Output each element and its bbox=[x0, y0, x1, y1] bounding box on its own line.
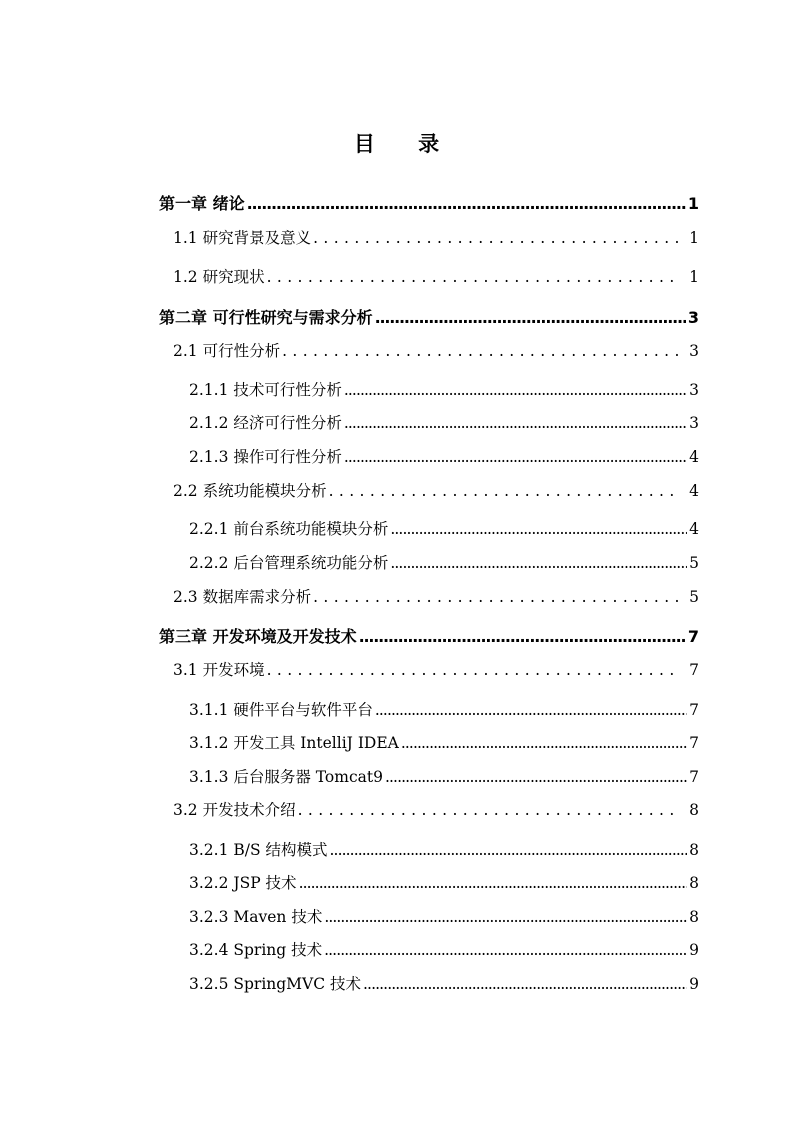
toc-entry-page: 7 bbox=[689, 661, 699, 679]
toc-entry-label: 3.2 开发技术介绍 bbox=[173, 801, 296, 819]
toc-entry-label: 2.1 可行性分析 bbox=[173, 342, 281, 360]
toc-entry-3-2-5[interactable] bbox=[189, 972, 699, 996]
toc-entry-page: 1 bbox=[687, 194, 699, 213]
toc-entry-2-2-1[interactable] bbox=[189, 517, 699, 541]
dot-leader bbox=[282, 339, 679, 363]
toc-entry-page: 1 bbox=[689, 229, 699, 247]
toc-entry-label: 3.2.4 Spring 技术 bbox=[189, 941, 323, 959]
dot-leader bbox=[344, 411, 687, 435]
toc-entry-page: 3 bbox=[689, 414, 699, 432]
dot-leader bbox=[401, 731, 687, 755]
dot-leader bbox=[298, 798, 680, 822]
toc-entry-3-2[interactable] bbox=[173, 798, 699, 822]
toc-entry-page: 7 bbox=[689, 734, 699, 752]
toc-entry-2-1[interactable] bbox=[173, 339, 699, 363]
dot-leader bbox=[390, 517, 687, 541]
dot-leader bbox=[359, 625, 686, 649]
toc-entry-label: 第二章 可行性研究与需求分析 bbox=[159, 308, 373, 327]
toc-entry-3-2-4[interactable] bbox=[189, 938, 699, 962]
toc-entry-2-2-2[interactable] bbox=[189, 551, 699, 575]
toc-entry-chapter-1[interactable] bbox=[159, 192, 699, 216]
toc-entry-page: 7 bbox=[687, 627, 699, 646]
toc-entry-label: 1.1 研究背景及意义 bbox=[173, 229, 312, 247]
toc-entry-3-2-3[interactable] bbox=[189, 905, 699, 929]
toc-entry-2-2[interactable] bbox=[173, 479, 699, 503]
toc-entry-page: 8 bbox=[689, 841, 699, 859]
dot-leader bbox=[375, 306, 686, 330]
toc-entry-2-3[interactable] bbox=[173, 585, 699, 609]
toc-entry-2-1-1[interactable] bbox=[189, 378, 699, 402]
toc-entry-label: 第三章 开发环境及开发技术 bbox=[159, 627, 357, 646]
toc-entry-label: 3.1.3 后台服务器 Tomcat9 bbox=[189, 768, 383, 786]
dot-leader bbox=[324, 938, 687, 962]
toc-entry-label: 2.1.1 技术可行性分析 bbox=[189, 381, 342, 399]
toc-entry-page: 8 bbox=[689, 908, 699, 926]
toc-entry-page: 9 bbox=[689, 941, 699, 959]
toc-entry-label: 3.2.1 B/S 结构模式 bbox=[189, 841, 328, 859]
toc-entry-page: 4 bbox=[689, 448, 699, 466]
dot-leader bbox=[385, 765, 687, 789]
toc-entry-label: 3.1 开发环境 bbox=[173, 661, 265, 679]
toc-entry-label: 第一章 绪论 bbox=[159, 194, 245, 213]
toc-entry-page: 1 bbox=[689, 268, 699, 286]
toc-entry-page: 7 bbox=[689, 701, 699, 719]
dot-leader bbox=[299, 871, 688, 895]
toc-entry-page: 4 bbox=[689, 520, 699, 538]
toc-entry-3-1-3[interactable] bbox=[189, 765, 699, 789]
toc-entry-page: 3 bbox=[689, 342, 699, 360]
dot-leader bbox=[330, 838, 688, 862]
toc-entry-label: 1.2 研究现状 bbox=[173, 268, 265, 286]
toc-entry-3-2-1[interactable] bbox=[189, 838, 699, 862]
toc-entry-chapter-3[interactable] bbox=[159, 625, 699, 649]
dot-leader bbox=[313, 226, 679, 250]
toc-entry-3-1[interactable] bbox=[173, 658, 699, 682]
dot-leader bbox=[313, 585, 679, 609]
dot-leader bbox=[247, 192, 686, 216]
toc-entry-label: 2.2 系统功能模块分析 bbox=[173, 482, 327, 500]
toc-entry-page: 3 bbox=[687, 308, 699, 327]
toc-entry-3-1-1[interactable] bbox=[189, 698, 699, 722]
toc-entry-3-1-2[interactable] bbox=[189, 731, 699, 755]
toc-entry-page: 8 bbox=[689, 874, 699, 892]
toc-entry-label: 3.2.3 Maven 技术 bbox=[189, 908, 323, 926]
dot-leader bbox=[363, 972, 687, 996]
toc-entry-3-2-2[interactable] bbox=[189, 871, 699, 895]
toc-entry-label: 2.2.1 前台系统功能模块分析 bbox=[189, 520, 389, 538]
toc-entry-label: 2.1.3 操作可行性分析 bbox=[189, 448, 342, 466]
toc-entry-2-1-2[interactable] bbox=[189, 411, 699, 435]
toc-entry-label: 2.1.2 经济可行性分析 bbox=[189, 414, 342, 432]
toc-entry-1-1[interactable] bbox=[173, 226, 699, 250]
toc-entry-page: 3 bbox=[689, 381, 699, 399]
page-title: 目 录 bbox=[353, 132, 458, 156]
toc-entry-2-1-3[interactable] bbox=[189, 445, 699, 469]
toc-entry-page: 5 bbox=[689, 588, 699, 606]
dot-leader bbox=[267, 265, 680, 289]
toc-entry-label: 3.1.1 硬件平台与软件平台 bbox=[189, 701, 373, 719]
toc-entry-label: 3.1.2 开发工具 IntelliJ IDEA bbox=[189, 734, 399, 752]
toc-entry-label: 2.3 数据库需求分析 bbox=[173, 588, 312, 606]
dot-leader bbox=[329, 479, 680, 503]
dot-leader bbox=[324, 905, 687, 929]
toc-entry-label: 3.2.5 SpringMVC 技术 bbox=[189, 975, 362, 993]
dot-leader bbox=[344, 378, 687, 402]
toc-entry-page: 7 bbox=[689, 768, 699, 786]
dot-leader bbox=[375, 698, 687, 722]
toc-entry-page: 8 bbox=[689, 801, 699, 819]
toc-entry-page: 9 bbox=[689, 975, 699, 993]
dot-leader bbox=[344, 445, 687, 469]
dot-leader bbox=[267, 658, 680, 682]
toc-entry-label: 3.2.2 JSP 技术 bbox=[189, 874, 297, 892]
toc-entry-page: 5 bbox=[689, 554, 699, 572]
dot-leader bbox=[390, 551, 687, 575]
toc-entry-chapter-2[interactable] bbox=[159, 306, 699, 330]
toc-entry-label: 2.2.2 后台管理系统功能分析 bbox=[189, 554, 389, 572]
toc-entry-1-2[interactable] bbox=[173, 265, 699, 289]
toc-entry-page: 4 bbox=[689, 482, 699, 500]
